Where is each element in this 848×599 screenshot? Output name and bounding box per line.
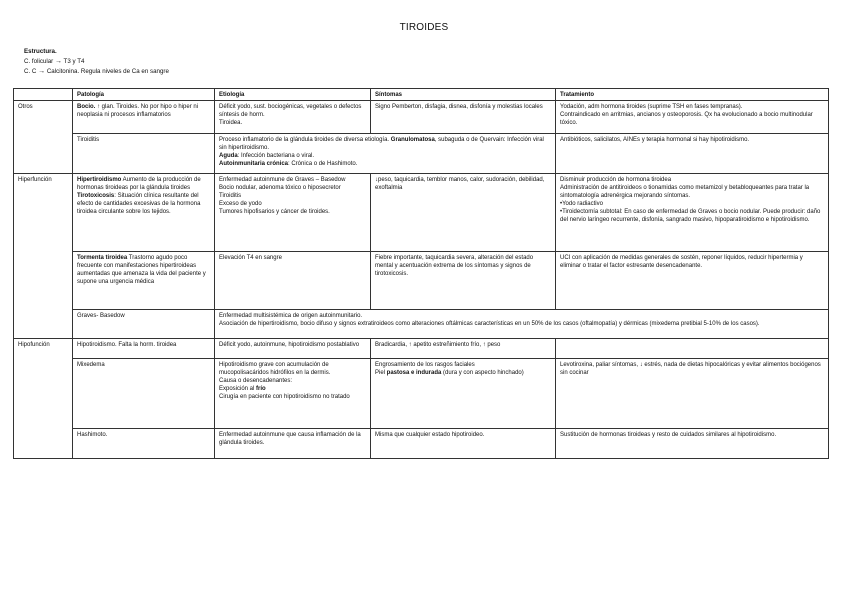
cell-text: : Situación clínica resultante del efecto de cantidades excesivas de la hormona tiroidea circulante sobre los tejidos. (77, 193, 201, 215)
cell-sintomas: Signo Pemberton, disfagia, disnea, disfonía y molestias locales (371, 101, 556, 134)
cell-line: Exceso de yodo (219, 201, 262, 207)
cell-text: Exposición al (219, 386, 257, 392)
cell-line: Hipotiroidismo grave con acumulación de mucopolisacáridos hidrófilos en la dermis. (219, 362, 331, 376)
column-header: Tratamiento (556, 89, 829, 101)
cell-text: Trastorno agudo poco frecuente con manifestaciones hipertiroideas aumentadas que amenaza la vida del paciente y supone una urgencia médica (77, 255, 206, 285)
table-row (14, 429, 829, 459)
group-label: Otros (14, 101, 73, 174)
cell-line: Administración de antitiroideos o tionamidas como metamizol y betabloqueantes para tratar la sintomatología adrenérgica mejorando síntomas. (560, 185, 810, 199)
cell-line (219, 136, 551, 152)
column-header (14, 89, 73, 101)
cell-line: Engrosamiento de los rasgos faciales (375, 362, 475, 368)
cell-patologia: Mixedema (73, 359, 215, 429)
cell-line: Tiroiditis (219, 193, 242, 199)
cell-text: : Crónica o de Hashimoto. (288, 161, 358, 167)
cell-text: Piel (375, 370, 387, 376)
cell-line: Cirugía en paciente con hipotiroidismo no tratado (219, 394, 350, 400)
table-row (14, 174, 829, 252)
cell-bold: pastosa e indurada (386, 370, 442, 376)
cell-patologia (73, 174, 215, 252)
cell-sintomas: ↓peso, taquicardia, temblor manos, calor, sudoración, debilidad, exoftalmia (371, 174, 556, 252)
cell-line (219, 160, 551, 168)
cell-descripcion (215, 310, 829, 339)
cell-tratamiento: Antibióticos, salicilatos, AINEs y terapia hormonal si hay hipotiroidismo. (556, 134, 829, 174)
cell-line: Disminuir producción de hormona tiroidea (560, 177, 672, 183)
column-header: Patología (73, 89, 215, 101)
table-row (14, 252, 829, 310)
cell-tratamiento (556, 101, 829, 134)
page-title: TIROIDES (399, 22, 449, 33)
cell-line: Bocio nodular, adenoma tóxico o hiposecretor (219, 185, 341, 191)
cell-line: Causa o desencadenantes: (219, 378, 293, 384)
cell-text: : Infección bacteriana o viral. (237, 153, 315, 159)
cell-patologia: Hashimoto. (73, 429, 215, 459)
cell-tratamiento (556, 339, 829, 359)
cell-tratamiento: Sustitución de hormonas tiroideas y resto de cuidados similares al hipotiroidismo. (556, 429, 829, 459)
cell-text: Aumento de la producción de hormonas tiroideas por la glándula tiroides (77, 177, 201, 191)
cell-line: •Yodo radiactivo (560, 201, 603, 207)
cell-etiologia (215, 359, 371, 429)
cell-bold: Hipertiroidismo (77, 177, 122, 183)
cell-line: Tumores hipofisarios y cáncer de tiroides. (219, 209, 330, 215)
cell-line (219, 385, 366, 393)
cell-etiologia: Déficit yodo, autoinmune, hipotiroidismo postablativo (215, 339, 371, 359)
cell-text: (dura y con aspecto hinchado) (441, 370, 524, 376)
cell-bold: Tormenta tiroidea (77, 255, 128, 261)
cell-line: Contraindicado en arritmias, ancianos y osteoporosis. Qx ha evolucionado a bocio multinodular tóxico. (560, 112, 813, 126)
estructura-line-folicular (24, 57, 169, 67)
cell-line: Déficit yodo, sust. bociogénicas, vegetales o defectos síntesis de horm. (219, 104, 362, 118)
cell-bold: frío (256, 386, 266, 392)
cell-line (375, 369, 551, 377)
arrow-right-icon: → (54, 58, 62, 65)
cell-tratamiento: Levotiroxina, paliar síntomas, ↓ estrés, nada de dietas hipocalóricas y evitar alimentos bociógenos sin cocinar (556, 359, 829, 429)
arrow-right-icon: → (38, 68, 46, 75)
cell-line: Tiroidea. (219, 120, 243, 126)
cell-bold: Autoinmunitaria crónica (219, 161, 289, 167)
cell-line: Enfermedad autoinmune de Graves – Basedow (219, 177, 346, 183)
cell-patologia (73, 252, 215, 310)
cell-sintomas: Bradicardia, ↑ apetito estreñimiento frío, ↑ peso (371, 339, 556, 359)
table-row (14, 101, 829, 134)
cell-line: Asociación de hipertiroidismo, bocio difuso y signos extratiroideos como alteraciones oftálmicas características en un 50% de los casos (oftalmopatía) y dérmicas (mixedema pretibial 5-10% de los casos). (219, 321, 760, 327)
cell-sintomas: Fiebre importante, taquicardia severa, alteración del estado mental y acentuación extrema de los síntomas y signos de tirotoxicosis. (371, 252, 556, 310)
cell-etiologia (215, 134, 556, 174)
table-row (14, 310, 829, 339)
cell-line (219, 152, 551, 160)
group-label: Hiperfunción (14, 174, 73, 339)
cell-text: ↑ glan. Tiroides. No por hipo o hiper ni neoplasia ni procesos inflamatorios (77, 104, 199, 118)
cell-sintomas (371, 359, 556, 429)
estructura-heading: Estructura. (24, 48, 57, 55)
cell-bold: Bocio. (77, 104, 96, 110)
cell-bold: Aguda (219, 153, 238, 159)
estructura-text: T3 y T4 (61, 58, 85, 65)
estructura-text: C. C (24, 68, 39, 75)
cell-line: •Tiroidectomía subtotal: En caso de enfermedad de Graves o bocio nodular. Puede producir: daño del nervio laríngeo recurrente, disfonía, sangrado masivo, hipoparatiroidismo e hipotiroidismo. (560, 209, 821, 223)
table-row (14, 339, 829, 359)
column-header: Síntomas (371, 89, 556, 101)
cell-patologia: Hipotiroidismo. Falta la horm. tiroidea (73, 339, 215, 359)
cell-text: Proceso inflamatorio de la glándula tiroides de diversa etiología. (219, 137, 391, 143)
table-header-row (14, 89, 829, 101)
cell-bold: Granulomatosa (390, 137, 435, 143)
cell-line: Enfermedad multisistémica de origen autoinmunitario. (219, 313, 363, 319)
cell-text: , subaguda o de Quervain: Infección viral sin hipertiroidismo. (219, 137, 544, 151)
cell-tratamiento: UCI con aplicación de medidas generales de sostén, reponer líquidos, reducir hipertermia y eliminar o tratar el factor estresante desencadenante. (556, 252, 829, 310)
cell-bold: Tirotoxicosis (77, 193, 115, 199)
cell-etiologia: Enfermedad autoinmune que causa inflamación de la glándula tiroides. (215, 429, 371, 459)
estructura-text: Calcitonina. Regula niveles de Ca en sangre (45, 68, 169, 75)
cell-patologia: Graves- Basedow (73, 310, 215, 339)
estructura-line-c (24, 67, 169, 77)
cell-tratamiento (556, 174, 829, 252)
table-row (14, 134, 829, 174)
thyroid-table (13, 88, 829, 459)
cell-patologia: Tiroiditis (73, 134, 215, 174)
cell-patologia (73, 101, 215, 134)
cell-line: Yodación, adm hormona tiroides (suprime TSH en fases tempranas). (560, 104, 743, 110)
cell-etiologia: Elevación T4 en sangre (215, 252, 371, 310)
cell-sintomas: Misma que cualquier estado hipotiroideo. (371, 429, 556, 459)
group-label: Hipofunción (14, 339, 73, 459)
cell-etiologia (215, 101, 371, 134)
cell-etiologia (215, 174, 371, 252)
estructura-section (24, 47, 169, 77)
column-header: Etiología (215, 89, 371, 101)
table-row (14, 359, 829, 429)
estructura-text: C. folicular (24, 58, 55, 65)
